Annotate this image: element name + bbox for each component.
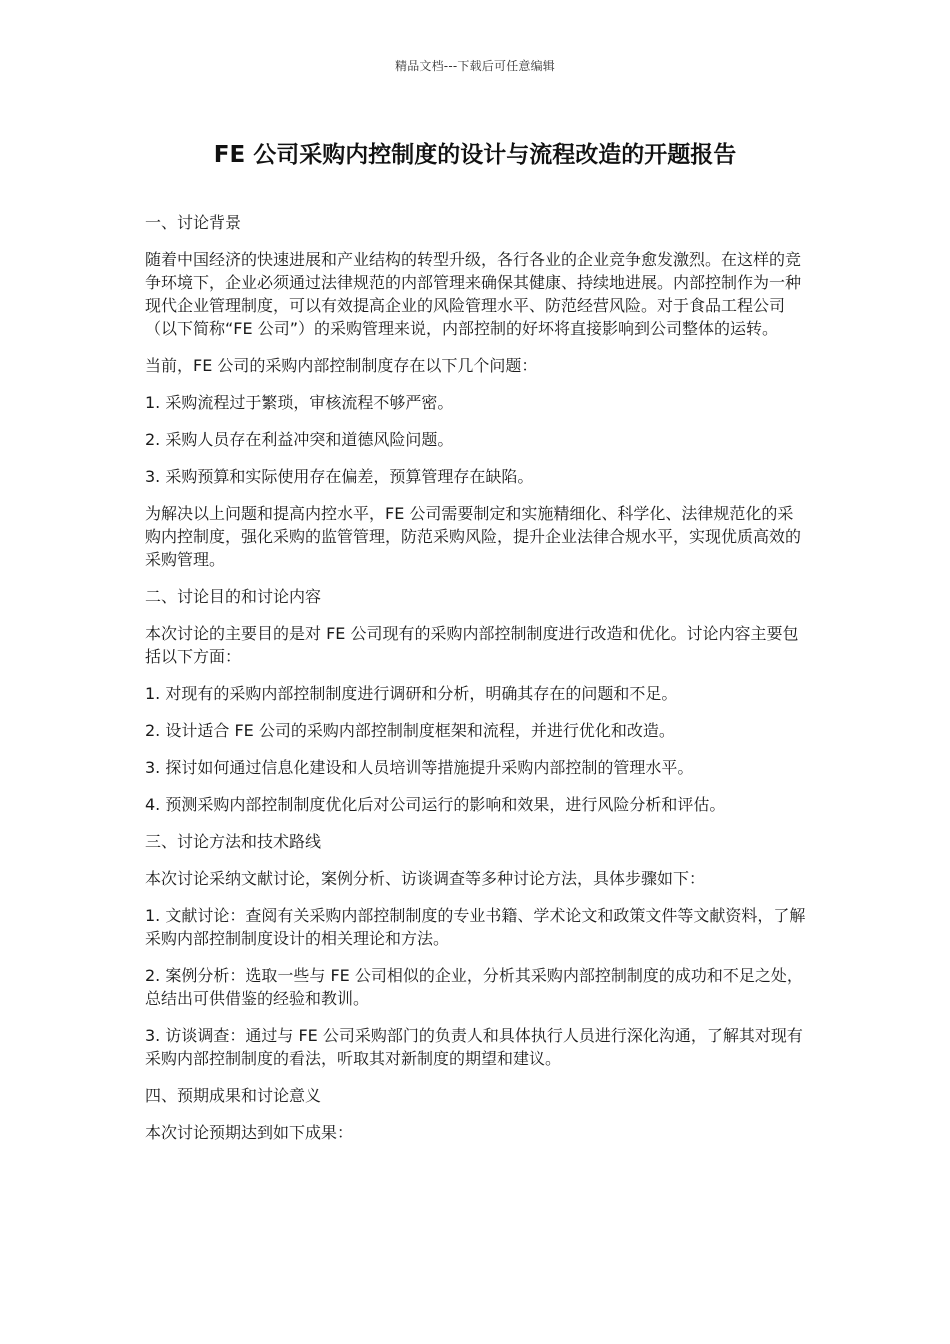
content-item-2: 2. 设计适合 FE 公司的采购内部控制制度框架和流程，并进行优化和改造。 — [145, 721, 675, 740]
section-heading-purpose: 二、讨论目的和讨论内容 — [145, 587, 322, 606]
problem-item-2: 2. 采购人员存在利益冲突和道德风险问题。 — [145, 430, 454, 449]
problem-item-3: 3. 采购预算和实际使用存在偏差，预算管理存在缺陷。 — [145, 467, 534, 486]
content-item-1: 1. 对现有的采购内部控制制度进行调研和分析，明确其存在的问题和不足。 — [145, 684, 678, 703]
method-item-1: 1. 文献讨论：查阅有关采购内部控制制度的专业书籍、学术论文和政策文件等文献资料，了解采购内部控制制度设计的相关理论和方法。 — [145, 906, 806, 948]
methods-paragraph: 本次讨论采纳文献讨论，案例分析、访谈调查等多种讨论方法，具体步骤如下： — [145, 869, 706, 888]
document-body — [145, 211, 808, 1158]
solution-paragraph: 为解决以上问题和提高内控水平，FE 公司需要制定和实施精细化、科学化、法律规范化的采购内控制度，强化采购的监管管理，防范采购风险，提升企业法律合规水平，实现优质高效的采购管理。 — [145, 504, 802, 569]
method-item-2: 2. 案例分析：选取一些与 FE 公司相似的企业，分析其采购内部控制制度的成功和不足之处，总结出可供借鉴的经验和教训。 — [145, 966, 803, 1008]
method-item-3: 3. 访谈调查：通过与 FE 公司采购部门的负责人和具体执行人员进行深化沟通，了解其对现有采购内部控制制度的看法，听取其对新制度的期望和建议。 — [145, 1026, 803, 1068]
page-header: 精品文档---下载后可任意编辑 — [395, 59, 555, 73]
content-item-4: 4. 预测采购内部控制制度优化后对公司运行的影响和效果，进行风险分析和评估。 — [145, 795, 726, 814]
outcomes-paragraph: 本次讨论预期达到如下成果： — [145, 1123, 354, 1142]
problems-intro: 当前，FE 公司的采购内部控制制度存在以下几个问题： — [145, 356, 538, 375]
content-item-3: 3. 探讨如何通过信息化建设和人员培训等措施提升采购内部控制的管理水平。 — [145, 758, 694, 777]
section-heading-background: 一、讨论背景 — [145, 213, 242, 232]
problem-item-1: 1. 采购流程过于繁琐，审核流程不够严密。 — [145, 393, 454, 412]
background-paragraph: 随着中国经济的快速进展和产业结构的转型升级，各行各业的企业竞争愈发激烈。在这样的竞争环境下，企业必须通过法律规范的内部管理来确保其健康、持续地进展。内部控制作为一种现代企业管理制度，可以有效提高企业的风险管理水平、防范经营风险。对于食品工程公司（以下简称“FE 公司”）的采购管理来说，内部控制的好坏将直接影响到公司整体的运转。 — [145, 250, 802, 338]
document-title: FE 公司采购内控制度的设计与流程改造的开题报告 — [213, 142, 737, 168]
section-heading-methods: 三、讨论方法和技术路线 — [145, 832, 322, 851]
section-heading-outcomes: 四、预期成果和讨论意义 — [145, 1086, 322, 1105]
purpose-paragraph: 本次讨论的主要目的是对 FE 公司现有的采购内部控制制度进行改造和优化。讨论内容主要包括以下方面： — [145, 624, 799, 666]
